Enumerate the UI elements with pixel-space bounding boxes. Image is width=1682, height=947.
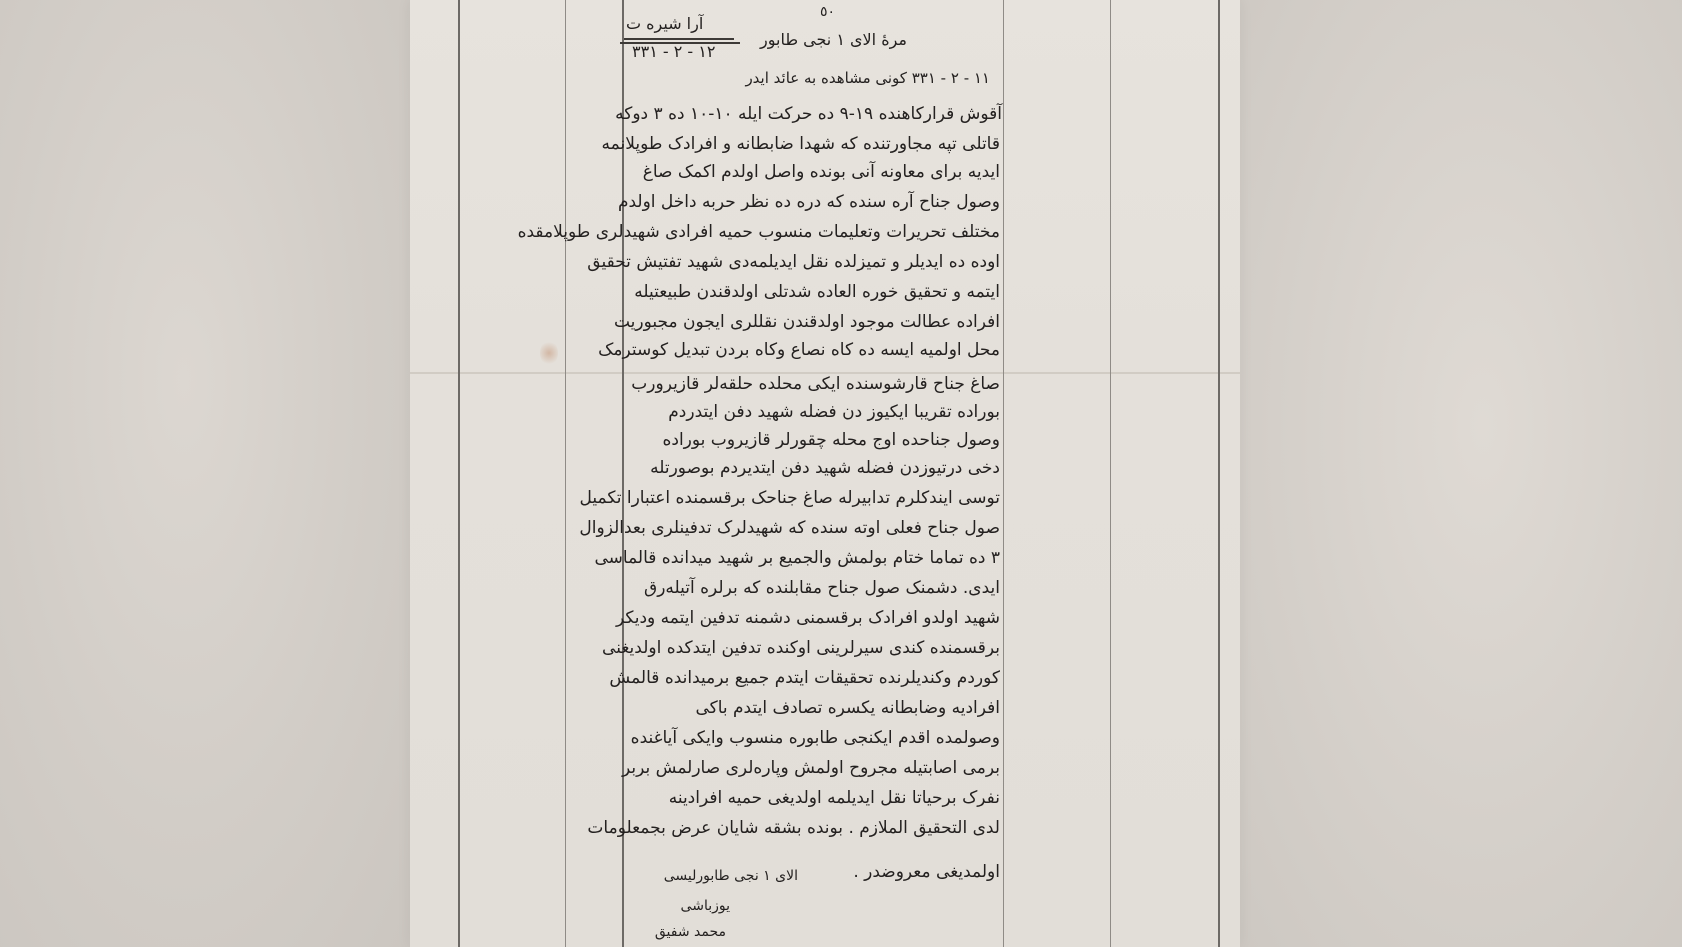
column-rule-4 [1110, 0, 1111, 947]
body-line: بوراده تقریبا ایکیوز دن فضله شهید دفن ایتدردم [668, 402, 1000, 422]
body-line: وصول جناح آره سنده که دره ده نظر حربه داخل اولدم [617, 192, 1000, 212]
column-rule-1 [565, 0, 566, 947]
body-line: ایدیه برای معاونه آنی بونده واصل اولدم اکمک صاغ [642, 162, 1000, 182]
margin-rule-left [458, 0, 460, 947]
body-line: افرادیه وضابطانه یکسره تصادف ایتدم باکی [695, 698, 1000, 718]
body-line: مختلف تحریرات وتعلیمات منسوب حمیه افرادی شهیدلری طوپلامقده [517, 222, 1000, 242]
header-regiment: مرۀ الای ۱ نجی طابور [760, 30, 907, 49]
header-date-value: ۱۲ - ۲ - ۳۳۱ [632, 42, 716, 61]
blurred-background-right [1240, 0, 1682, 947]
signature-rank: یوزباشی [680, 898, 730, 914]
header-date-label: آرا شیره ت [626, 14, 704, 33]
paper-stain [540, 340, 558, 366]
body-line: افراده عطالت موجود اولدقندن نقللری ایجون مجبوریت [613, 312, 1000, 332]
blurred-background-left [0, 0, 410, 947]
body-line: نفرک برحیاتا نقل ایدیلمه اولدیغی حمیه افرادینه [668, 788, 1000, 808]
body-line: اوده ده ایدیلر و تمیزلده نقل ایدیلمه‌دی شهید تفتیش تحقیق [587, 252, 1000, 272]
body-line: قاتلی تپه مجاورتنده که شهدا ضابطانه و افرادک طوپلانمه [601, 134, 1000, 154]
body-line: اولمدیغی معروضدر . [853, 862, 1000, 882]
body-line: ایدی. دشمنک صول جناح مقابلنده که برلره آتیله‌رق [644, 578, 1000, 598]
body-line: وصولمده اقدم ایکنجی طابوره منسوب وایکی آیاغنده [630, 728, 1000, 748]
body-line: شهید اولدو افرادک برقسمنی دشمنه تدفین ایتمه ودیکر [615, 608, 1000, 628]
handwritten-document [410, 0, 1240, 947]
body-line: برمی اصابتیله مجروح اولمش وپاره‌لری صارلمش بربر [622, 758, 1000, 778]
body-line: آقوش قرارکاهنده ۱۹-۹ ده حرکت ایله ۱۰-۱۰ ده ۳ دوکه [615, 104, 1002, 124]
body-line: ۳ ده تماما ختام بولمش والجمیع بر شهید میدانده قالماسی [594, 548, 1000, 568]
subject-line: ۱۱ - ۲ - ۳۳۱ کونی مشاهده به عائد ایدر [745, 69, 990, 87]
signature-unit: الای ۱ نجی طابورلیسی [663, 868, 798, 884]
body-line: صول جناح فعلی اوته سنده که شهیدلرک تدفینلری بعدالزوال [579, 518, 1000, 538]
body-line: دخی درتیوزدن فضله شهید دفن ایتدیردم بوصورتله [650, 458, 1000, 478]
body-line: وصول جناحده اوج محله چقورلر قازیروب بوراده [662, 430, 1000, 450]
body-line: کوردم وکندیلرنده تحقیقات ایتدم جمیع برمیدانده قالمش [609, 668, 1000, 688]
body-line: برقسمنده کندی سیرلرینی اوکنده تدفین ایتدکده اولدیغنی [602, 638, 1000, 658]
margin-rule-right [1218, 0, 1220, 947]
body-line: محل اولمیه ایسه ده کاه نصاع وکاه بردن تبدیل کوسترمک [598, 340, 1000, 360]
body-line: توسی ایندکلرم تدابیرله صاغ جناحک برقسمنده اعتبارا تکمیل [579, 488, 1000, 508]
body-line: صاغ جناح قارشوسنده ایکی محلده حلقه‌لر قازیرورب [631, 374, 1000, 394]
header-top-mark: ٥٠ [820, 4, 836, 20]
body-line: لدی التحقیق الملازم . بونده بشقه شایان عرض بجمعلومات [587, 818, 1000, 838]
header-underline [624, 38, 734, 40]
body-line: ایتمه و تحقیق خوره العاده شدتلی اولدقندن طبیعتیله [634, 282, 1000, 302]
column-rule-3 [1003, 0, 1004, 947]
signature-name: محمد شفیق [654, 924, 726, 940]
